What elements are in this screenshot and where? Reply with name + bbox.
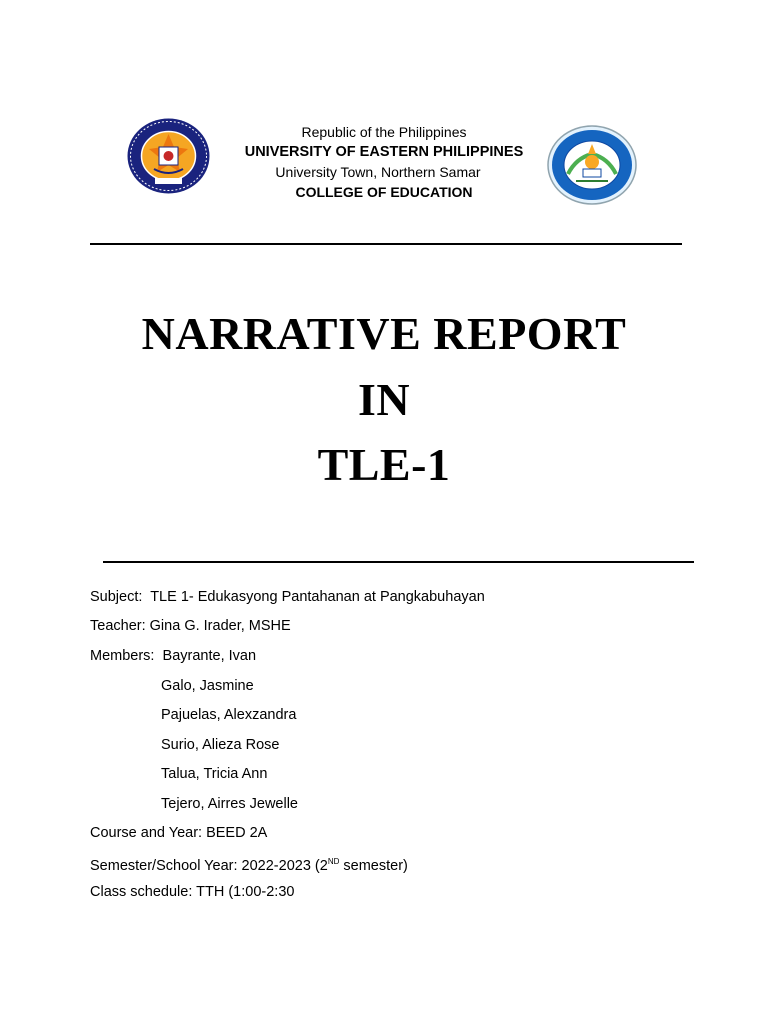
title-line-3: TLE-1 <box>317 439 451 490</box>
header-university: UNIVERSITY OF EASTERN PHILIPPINES <box>244 144 524 160</box>
member-name: Talua, Tricia Ann <box>161 766 268 782</box>
header-college: COLLEGE OF EDUCATION <box>295 184 473 200</box>
member-name: Bayrante, Ivan <box>162 648 257 664</box>
course-value: BEED 2A <box>206 825 268 841</box>
top-divider <box>90 243 682 245</box>
bottom-divider <box>103 561 694 563</box>
college-of-education-seal-icon <box>546 124 638 206</box>
subject-value: TLE 1- Edukasyong Pantahanan at Pangkabuhayan <box>150 589 485 605</box>
course-label: Course and Year: <box>90 825 203 841</box>
schedule-label: Class schedule: <box>90 884 193 900</box>
teacher-line <box>90 616 291 636</box>
header-town: University Town, Northern Samar <box>275 164 481 180</box>
semester-label: Semester/School Year: <box>90 858 238 874</box>
schedule-value: TTH (1:00-2:30 <box>196 884 295 900</box>
schedule-line <box>90 882 294 902</box>
header-republic: Republic of the Philippines <box>301 124 467 140</box>
member-name: Galo, Jasmine <box>161 678 254 694</box>
title-line-2: IN <box>357 374 411 425</box>
teacher-label: Teacher: <box>90 618 146 634</box>
member-name: Pajuelas, Alexzandra <box>161 707 297 723</box>
teacher-value: Gina G. Irader, MSHE <box>149 618 291 634</box>
semester-value: 2022-2023 (2 <box>241 858 328 874</box>
course-line <box>90 823 267 843</box>
member-name: Tejero, Airres Jewelle <box>161 796 298 812</box>
semester-value-suffix: semester) <box>339 858 408 874</box>
semester-superscript: ND <box>327 857 340 866</box>
title-line-1: NARRATIVE REPORT <box>141 308 627 359</box>
member-name: Surio, Alieza Rose <box>161 737 280 753</box>
subject-label: Subject: <box>90 589 143 605</box>
members-label: Members: <box>90 648 155 664</box>
semester-line <box>90 852 408 876</box>
subject-line <box>90 587 485 607</box>
members-line <box>90 646 256 666</box>
